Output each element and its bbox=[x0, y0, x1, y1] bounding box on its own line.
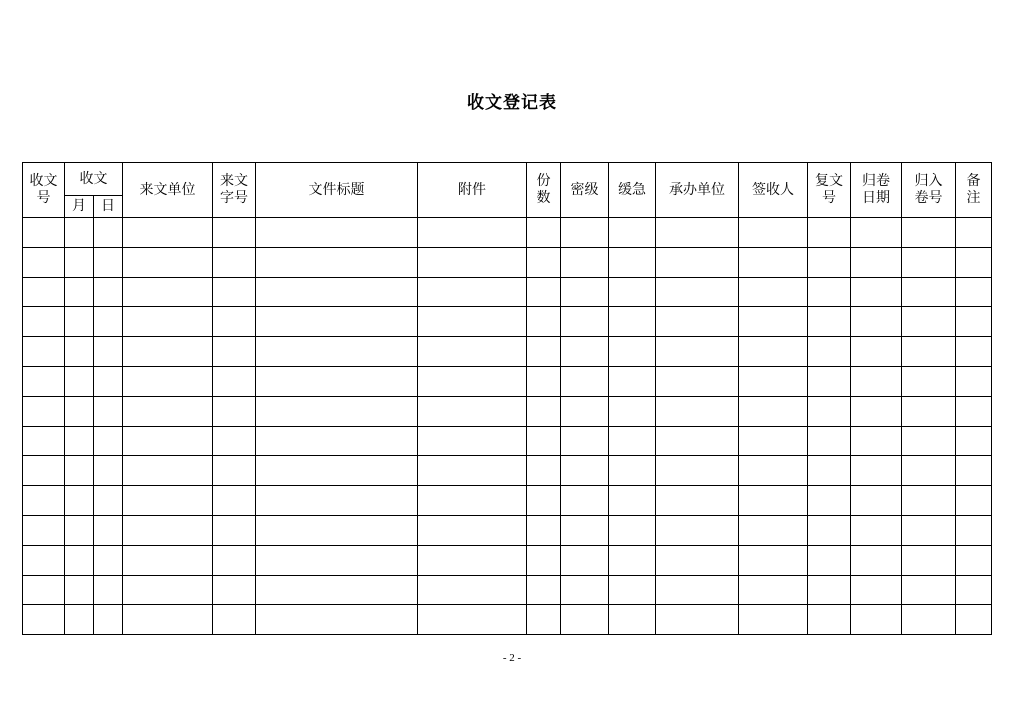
table-cell[interactable] bbox=[65, 218, 94, 248]
table-cell[interactable] bbox=[609, 486, 656, 516]
table-cell[interactable] bbox=[561, 337, 609, 367]
table-cell[interactable] bbox=[851, 247, 902, 277]
table-cell[interactable] bbox=[94, 396, 123, 426]
header-sender-unit: 来文单位 bbox=[123, 163, 213, 218]
header-day: 日 bbox=[94, 196, 123, 218]
table-cell[interactable] bbox=[418, 486, 527, 516]
table-cell[interactable] bbox=[808, 277, 851, 307]
table-cell[interactable] bbox=[851, 515, 902, 545]
table-cell[interactable] bbox=[656, 396, 739, 426]
table-cell[interactable] bbox=[609, 545, 656, 575]
table-cell[interactable] bbox=[609, 456, 656, 486]
table-cell[interactable] bbox=[256, 218, 418, 248]
table-cell[interactable] bbox=[256, 486, 418, 516]
table-cell[interactable] bbox=[656, 366, 739, 396]
table-cell[interactable] bbox=[561, 545, 609, 575]
header-sender-doc-no: 来文 字号 bbox=[213, 163, 256, 218]
table-cell[interactable] bbox=[609, 605, 656, 635]
table-cell[interactable] bbox=[94, 366, 123, 396]
table-row bbox=[23, 605, 992, 635]
table-cell[interactable] bbox=[656, 277, 739, 307]
table-cell[interactable] bbox=[256, 277, 418, 307]
table-cell[interactable] bbox=[527, 545, 561, 575]
table-cell[interactable] bbox=[418, 218, 527, 248]
table-cell[interactable] bbox=[527, 575, 561, 605]
table-cell[interactable] bbox=[527, 277, 561, 307]
header-attachment: 附件 bbox=[418, 163, 527, 218]
table-cell[interactable] bbox=[561, 426, 609, 456]
table-cell[interactable] bbox=[23, 456, 65, 486]
table-cell[interactable] bbox=[527, 247, 561, 277]
table-cell[interactable] bbox=[739, 605, 808, 635]
table-cell[interactable] bbox=[213, 605, 256, 635]
header-handling-unit: 承办单位 bbox=[656, 163, 739, 218]
table-cell[interactable] bbox=[256, 396, 418, 426]
table-cell[interactable] bbox=[65, 337, 94, 367]
table-cell[interactable] bbox=[609, 247, 656, 277]
table-cell[interactable] bbox=[808, 575, 851, 605]
table-cell[interactable] bbox=[23, 545, 65, 575]
table-cell[interactable] bbox=[656, 247, 739, 277]
header-month: 月 bbox=[65, 196, 94, 218]
table-row bbox=[23, 366, 992, 396]
table-cell[interactable] bbox=[561, 605, 609, 635]
table-cell[interactable] bbox=[902, 515, 956, 545]
table-cell[interactable] bbox=[65, 366, 94, 396]
table-cell[interactable] bbox=[23, 575, 65, 605]
table-cell[interactable] bbox=[739, 218, 808, 248]
table-cell[interactable] bbox=[656, 456, 739, 486]
table-cell[interactable] bbox=[956, 247, 992, 277]
table-cell[interactable] bbox=[808, 337, 851, 367]
table-cell[interactable] bbox=[418, 575, 527, 605]
table-cell[interactable] bbox=[527, 426, 561, 456]
table-cell[interactable] bbox=[561, 366, 609, 396]
table-cell[interactable] bbox=[213, 277, 256, 307]
table-cell[interactable] bbox=[739, 277, 808, 307]
table-cell[interactable] bbox=[65, 277, 94, 307]
table-cell[interactable] bbox=[94, 456, 123, 486]
table-cell[interactable] bbox=[561, 575, 609, 605]
table-cell[interactable] bbox=[123, 218, 213, 248]
table-cell[interactable] bbox=[94, 337, 123, 367]
table-cell[interactable] bbox=[739, 515, 808, 545]
table-cell[interactable] bbox=[656, 575, 739, 605]
header-signer: 签收人 bbox=[739, 163, 808, 218]
table-cell[interactable] bbox=[609, 426, 656, 456]
table-cell[interactable] bbox=[851, 366, 902, 396]
table-cell[interactable] bbox=[213, 218, 256, 248]
table-cell[interactable] bbox=[561, 218, 609, 248]
header-receipt-no: 收文 号 bbox=[23, 163, 65, 218]
table-cell[interactable] bbox=[123, 337, 213, 367]
table-cell[interactable] bbox=[418, 337, 527, 367]
table-cell[interactable] bbox=[808, 486, 851, 516]
table-cell[interactable] bbox=[609, 218, 656, 248]
table-cell[interactable] bbox=[656, 515, 739, 545]
table-cell[interactable] bbox=[23, 247, 65, 277]
table-cell[interactable] bbox=[808, 605, 851, 635]
table-cell[interactable] bbox=[956, 337, 992, 367]
table-cell[interactable] bbox=[256, 337, 418, 367]
table-cell[interactable] bbox=[739, 545, 808, 575]
table-row bbox=[23, 218, 992, 248]
table-cell[interactable] bbox=[527, 456, 561, 486]
table-cell[interactable] bbox=[527, 366, 561, 396]
table-cell[interactable] bbox=[739, 396, 808, 426]
table-cell[interactable] bbox=[561, 307, 609, 337]
table-cell[interactable] bbox=[808, 545, 851, 575]
table-cell[interactable] bbox=[23, 218, 65, 248]
table-cell[interactable] bbox=[902, 218, 956, 248]
table-cell[interactable] bbox=[956, 605, 992, 635]
table-cell[interactable] bbox=[213, 426, 256, 456]
table-cell[interactable] bbox=[527, 218, 561, 248]
table-cell[interactable] bbox=[123, 545, 213, 575]
page-title: 收文登记表 bbox=[467, 93, 557, 113]
table-row bbox=[23, 277, 992, 307]
table-cell[interactable] bbox=[739, 426, 808, 456]
table-cell[interactable] bbox=[609, 366, 656, 396]
table-cell[interactable] bbox=[418, 396, 527, 426]
table-cell[interactable] bbox=[256, 575, 418, 605]
table-cell[interactable] bbox=[956, 545, 992, 575]
table-cell[interactable] bbox=[527, 486, 561, 516]
table-cell[interactable] bbox=[656, 337, 739, 367]
table-cell[interactable] bbox=[94, 218, 123, 248]
table-cell[interactable] bbox=[123, 456, 213, 486]
table-row bbox=[23, 307, 992, 337]
table-cell[interactable] bbox=[213, 545, 256, 575]
table-row bbox=[23, 337, 992, 367]
table-cell[interactable] bbox=[902, 545, 956, 575]
table-cell[interactable] bbox=[256, 426, 418, 456]
table-cell[interactable] bbox=[213, 575, 256, 605]
table-cell[interactable] bbox=[851, 486, 902, 516]
table-cell[interactable] bbox=[902, 575, 956, 605]
table-cell[interactable] bbox=[808, 426, 851, 456]
table-cell[interactable] bbox=[851, 426, 902, 456]
table-cell[interactable] bbox=[123, 366, 213, 396]
table-cell[interactable] bbox=[561, 277, 609, 307]
table-cell[interactable] bbox=[739, 456, 808, 486]
table-cell[interactable] bbox=[739, 575, 808, 605]
table-body bbox=[23, 218, 992, 635]
table-cell[interactable] bbox=[23, 605, 65, 635]
table-cell[interactable] bbox=[418, 366, 527, 396]
table-cell[interactable] bbox=[23, 396, 65, 426]
table-cell[interactable] bbox=[851, 456, 902, 486]
table-cell[interactable] bbox=[561, 456, 609, 486]
table-cell[interactable] bbox=[65, 456, 94, 486]
table-cell[interactable] bbox=[213, 396, 256, 426]
header-archive-volume-no: 归入 卷号 bbox=[902, 163, 956, 218]
table-cell[interactable] bbox=[418, 277, 527, 307]
table-cell[interactable] bbox=[65, 545, 94, 575]
table-cell[interactable] bbox=[23, 277, 65, 307]
table-row bbox=[23, 545, 992, 575]
table-cell[interactable] bbox=[94, 277, 123, 307]
table-cell[interactable] bbox=[956, 426, 992, 456]
table-cell[interactable] bbox=[956, 218, 992, 248]
table-cell[interactable] bbox=[213, 307, 256, 337]
table-cell[interactable] bbox=[561, 486, 609, 516]
table-cell[interactable] bbox=[418, 545, 527, 575]
table-cell[interactable] bbox=[256, 545, 418, 575]
table-cell[interactable] bbox=[123, 575, 213, 605]
table-cell[interactable] bbox=[561, 396, 609, 426]
table-row bbox=[23, 515, 992, 545]
table-cell[interactable] bbox=[656, 307, 739, 337]
table-row bbox=[23, 396, 992, 426]
table-cell[interactable] bbox=[94, 247, 123, 277]
table-cell[interactable] bbox=[23, 515, 65, 545]
table-cell[interactable] bbox=[956, 456, 992, 486]
table-cell[interactable] bbox=[65, 426, 94, 456]
header-copies: 份 数 bbox=[527, 163, 561, 218]
table-cell[interactable] bbox=[65, 307, 94, 337]
table-cell[interactable] bbox=[213, 515, 256, 545]
table-row bbox=[23, 575, 992, 605]
table-cell[interactable] bbox=[527, 307, 561, 337]
table-cell[interactable] bbox=[956, 515, 992, 545]
table-cell[interactable] bbox=[609, 575, 656, 605]
table-cell[interactable] bbox=[656, 605, 739, 635]
table-row bbox=[23, 456, 992, 486]
table-cell[interactable] bbox=[851, 218, 902, 248]
table-cell[interactable] bbox=[902, 366, 956, 396]
table-cell[interactable] bbox=[609, 337, 656, 367]
table-cell[interactable] bbox=[902, 396, 956, 426]
table-cell[interactable] bbox=[23, 307, 65, 337]
table-cell[interactable] bbox=[561, 247, 609, 277]
table-cell[interactable] bbox=[65, 396, 94, 426]
table-cell[interactable] bbox=[123, 515, 213, 545]
table-cell[interactable] bbox=[851, 337, 902, 367]
table-cell[interactable] bbox=[65, 486, 94, 516]
table-cell[interactable] bbox=[609, 307, 656, 337]
table-cell[interactable] bbox=[256, 366, 418, 396]
header-remarks: 备 注 bbox=[956, 163, 992, 218]
table-cell[interactable] bbox=[808, 515, 851, 545]
table-cell[interactable] bbox=[808, 218, 851, 248]
table-cell[interactable] bbox=[527, 605, 561, 635]
table-cell[interactable] bbox=[213, 456, 256, 486]
table-cell[interactable] bbox=[94, 515, 123, 545]
table-cell[interactable] bbox=[256, 307, 418, 337]
header-classification: 密级 bbox=[561, 163, 609, 218]
table-cell[interactable] bbox=[956, 307, 992, 337]
table-cell[interactable] bbox=[213, 247, 256, 277]
table-cell[interactable] bbox=[94, 575, 123, 605]
table-cell[interactable] bbox=[851, 575, 902, 605]
table-cell[interactable] bbox=[808, 366, 851, 396]
table-cell[interactable] bbox=[609, 396, 656, 426]
table-cell[interactable] bbox=[739, 307, 808, 337]
table-cell[interactable] bbox=[213, 486, 256, 516]
table-cell[interactable] bbox=[609, 277, 656, 307]
table-cell[interactable] bbox=[256, 456, 418, 486]
table-cell[interactable] bbox=[65, 575, 94, 605]
table-cell[interactable] bbox=[94, 605, 123, 635]
table-cell[interactable] bbox=[256, 247, 418, 277]
table-cell[interactable] bbox=[256, 515, 418, 545]
table-row bbox=[23, 247, 992, 277]
table-cell[interactable] bbox=[956, 366, 992, 396]
table-cell[interactable] bbox=[527, 337, 561, 367]
table-cell[interactable] bbox=[94, 426, 123, 456]
table-cell[interactable] bbox=[418, 247, 527, 277]
table-cell[interactable] bbox=[656, 426, 739, 456]
table-cell[interactable] bbox=[123, 426, 213, 456]
registration-table bbox=[22, 162, 992, 635]
table-cell[interactable] bbox=[561, 515, 609, 545]
table-cell[interactable] bbox=[902, 486, 956, 516]
table-cell[interactable] bbox=[23, 337, 65, 367]
table-cell[interactable] bbox=[808, 456, 851, 486]
table-cell[interactable] bbox=[902, 277, 956, 307]
table-cell[interactable] bbox=[656, 218, 739, 248]
table-cell[interactable] bbox=[851, 307, 902, 337]
table-cell[interactable] bbox=[123, 307, 213, 337]
table-cell[interactable] bbox=[902, 307, 956, 337]
table-cell[interactable] bbox=[902, 426, 956, 456]
table-cell[interactable] bbox=[418, 426, 527, 456]
table-cell[interactable] bbox=[527, 396, 561, 426]
table-cell[interactable] bbox=[851, 396, 902, 426]
table-cell[interactable] bbox=[23, 426, 65, 456]
table-cell[interactable] bbox=[739, 247, 808, 277]
table-cell[interactable] bbox=[902, 605, 956, 635]
table-cell[interactable] bbox=[739, 337, 808, 367]
table-cell[interactable] bbox=[418, 307, 527, 337]
table-cell[interactable] bbox=[902, 337, 956, 367]
table-cell[interactable] bbox=[609, 515, 656, 545]
table-cell[interactable] bbox=[418, 605, 527, 635]
table-cell[interactable] bbox=[23, 486, 65, 516]
header-archive-date: 归卷 日期 bbox=[851, 163, 902, 218]
table-cell[interactable] bbox=[23, 366, 65, 396]
table-cell[interactable] bbox=[739, 486, 808, 516]
table-cell[interactable] bbox=[213, 337, 256, 367]
table-cell[interactable] bbox=[94, 545, 123, 575]
table-cell[interactable] bbox=[956, 575, 992, 605]
table-cell[interactable] bbox=[656, 486, 739, 516]
table-cell[interactable] bbox=[256, 605, 418, 635]
table-cell[interactable] bbox=[851, 605, 902, 635]
table-cell[interactable] bbox=[94, 307, 123, 337]
table-cell[interactable] bbox=[123, 277, 213, 307]
table-cell[interactable] bbox=[65, 515, 94, 545]
table-cell[interactable] bbox=[418, 456, 527, 486]
table-cell[interactable] bbox=[123, 486, 213, 516]
table-row bbox=[23, 426, 992, 456]
table-cell[interactable] bbox=[902, 247, 956, 277]
table-cell[interactable] bbox=[123, 605, 213, 635]
table-cell[interactable] bbox=[65, 247, 94, 277]
table-cell[interactable] bbox=[956, 486, 992, 516]
table-cell[interactable] bbox=[94, 486, 123, 516]
table-cell[interactable] bbox=[808, 307, 851, 337]
header-receipt-date: 收文 bbox=[65, 163, 123, 196]
header-reply-no: 复文 号 bbox=[808, 163, 851, 218]
page-number: - 2 - bbox=[502, 652, 522, 664]
table-cell[interactable] bbox=[123, 396, 213, 426]
table-cell[interactable] bbox=[956, 396, 992, 426]
table-cell[interactable] bbox=[956, 277, 992, 307]
table-cell[interactable] bbox=[418, 515, 527, 545]
table-cell[interactable] bbox=[808, 247, 851, 277]
header-doc-title: 文件标题 bbox=[256, 163, 418, 218]
table-cell[interactable] bbox=[123, 247, 213, 277]
table-cell[interactable] bbox=[851, 277, 902, 307]
table-cell[interactable] bbox=[656, 545, 739, 575]
table-cell[interactable] bbox=[527, 515, 561, 545]
header-urgency: 缓急 bbox=[609, 163, 656, 218]
table-row bbox=[23, 486, 992, 516]
table-cell[interactable] bbox=[65, 605, 94, 635]
table-cell[interactable] bbox=[808, 396, 851, 426]
table-cell[interactable] bbox=[902, 456, 956, 486]
table-cell[interactable] bbox=[739, 366, 808, 396]
table-cell[interactable] bbox=[851, 545, 902, 575]
table-cell[interactable] bbox=[213, 366, 256, 396]
